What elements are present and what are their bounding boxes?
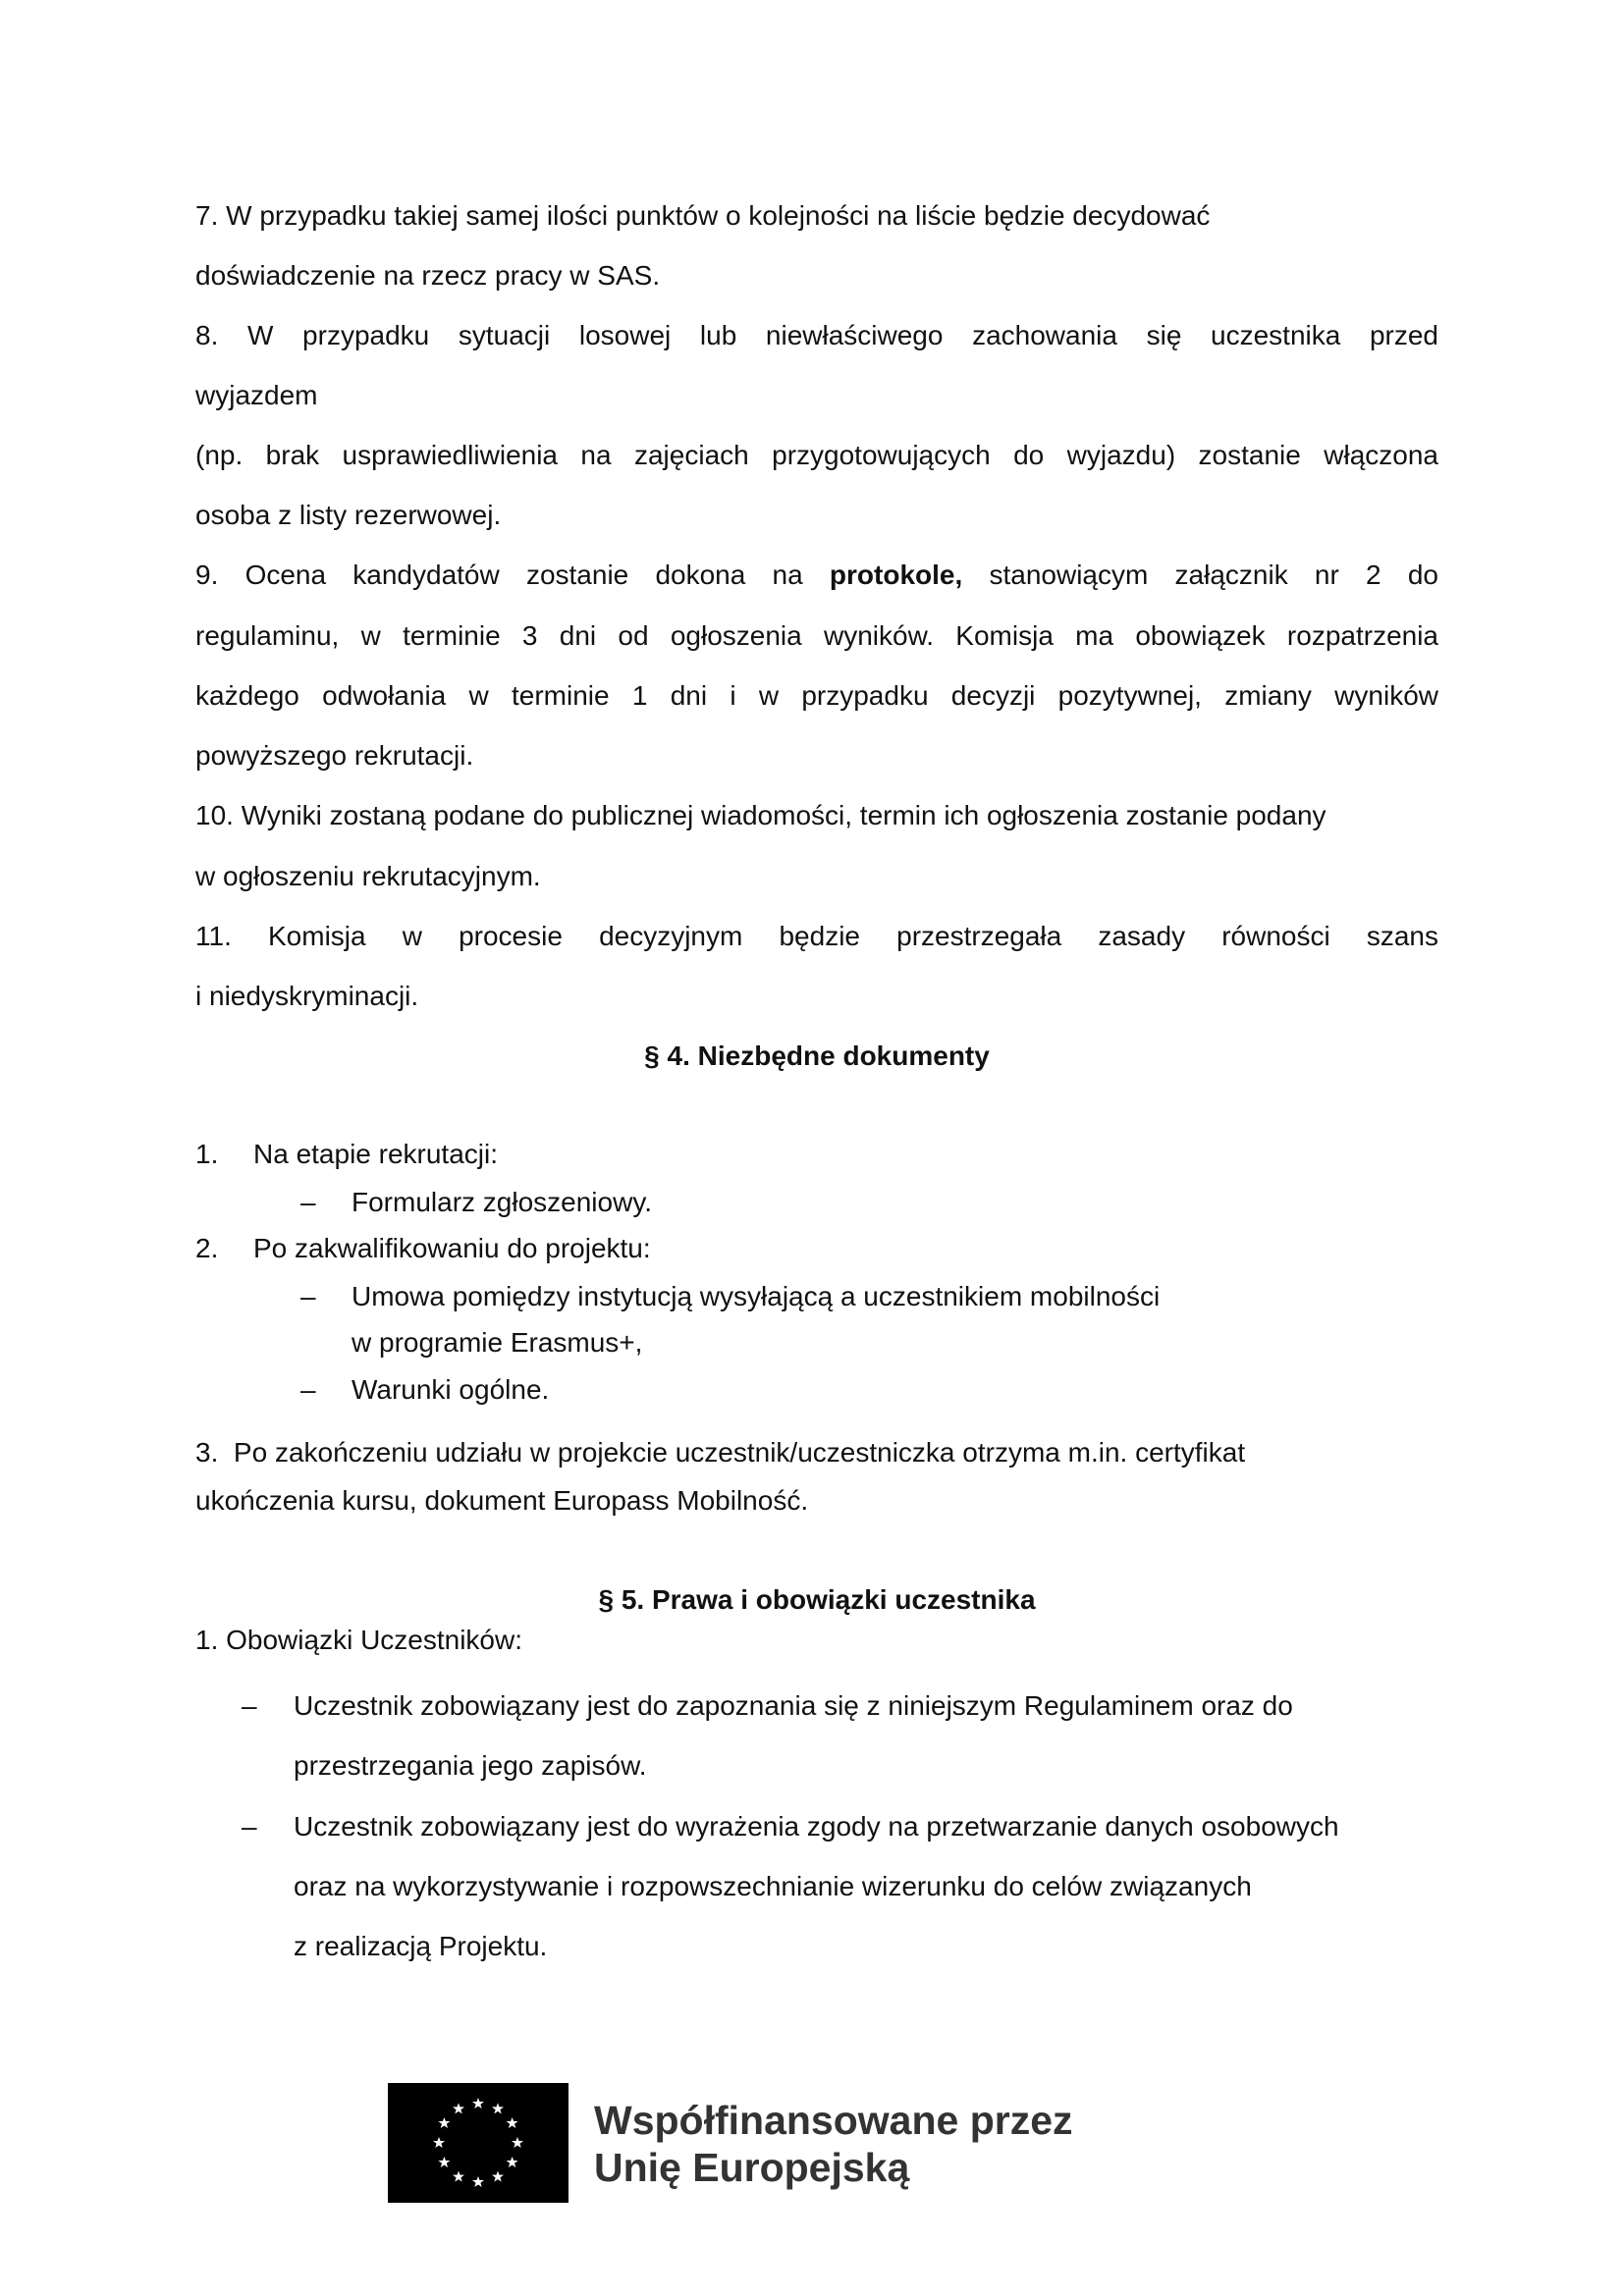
paragraph-8-line-2: wyjazdem — [195, 380, 318, 410]
obligation-2-line-1: Uczestnik zobowiązany jest do wyrażenia zgody na przetwarzanie danych osobowych — [294, 1811, 1339, 1842]
paragraph-7-line-1: 7. W przypadku takiej samej ilości punktów o kolejności na liście będzie decydować — [195, 200, 1211, 231]
eu-funding-line-2: Unię Europejską — [594, 2145, 910, 2190]
paragraph-8-line-4: osoba z listy rezerwowej. — [195, 500, 502, 530]
list-item-2-number: 2. — [195, 1233, 219, 1263]
paragraph-9-line-4: powyższego rekrutacji. — [195, 740, 474, 771]
list-item-3-line-2: ukończenia kursu, dokument Europass Mobilność. — [195, 1485, 809, 1516]
eu-funding-line-1: Współfinansowane przez — [594, 2098, 1073, 2143]
section-4-heading: § 4. Niezbędne dokumenty — [644, 1041, 990, 1071]
paragraph-11-line-1: 11. Komisja w procesie decyzyjnym będzie przestrzegała zasady równości szans — [195, 921, 1438, 951]
section-5-heading: § 5. Prawa i obowiązki uczestnika — [598, 1584, 1036, 1615]
paragraph-10-line-1: 10. Wyniki zostaną podane do publicznej wiadomości, termin ich ogłoszenia zostanie podany — [195, 800, 1326, 830]
list-item-3-line-1: 3. Po zakończeniu udziału w projekcie uczestnik/uczestniczka otrzyma m.in. certyfikat — [195, 1437, 1246, 1468]
dash-bullet: – — [300, 1374, 316, 1405]
obligation-1-line-1: Uczestnik zobowiązany jest do zapoznania się z niniejszym Regulaminem oraz do — [294, 1690, 1293, 1721]
paragraph-9-text-after: stanowiącym załącznik nr 2 do — [962, 560, 1438, 590]
dash-bullet: – — [242, 1690, 257, 1721]
obligation-2-line-2: oraz na wykorzystywanie i rozpowszechnianie wizerunku do celów związanych — [294, 1871, 1252, 1901]
paragraph-7-line-2: doświadczenie na rzecz pracy w SAS. — [195, 260, 661, 291]
paragraph-10-line-2: w ogłoszeniu rekrutacyjnym. — [195, 861, 541, 891]
paragraph-9-line-3: każdego odwołania w terminie 1 dni i w przypadku decyzji pozytywnej, zmiany wyników — [195, 680, 1438, 711]
dash-bullet: – — [300, 1187, 316, 1217]
paragraph-9-line-2: regulaminu, w terminie 3 dni od ogłoszenia wyników. Komisja ma obowiązek rozpatrzenia — [195, 620, 1438, 651]
obligation-2-line-3: z realizacją Projektu. — [294, 1931, 548, 1961]
dash-bullet: – — [300, 1281, 316, 1311]
eu-funding-text — [594, 2097, 1073, 2191]
list-item-1-number: 1. — [195, 1139, 219, 1169]
list-item-2-sub-1-cont: w programie Erasmus+, — [352, 1327, 643, 1358]
protokole-bold: protokole, — [829, 560, 963, 590]
list-item-2-sub-1: Umowa pomiędzy instytucją wysyłającą a uczestnikiem mobilności — [352, 1281, 1161, 1311]
eu-flag-icon — [388, 2083, 568, 2203]
obligations-subheading: 1. Obowiązki Uczestników: — [195, 1625, 523, 1655]
list-item-2-label: Po zakwalifikowaniu do projektu: — [253, 1233, 651, 1263]
obligation-1-line-2: przestrzegania jego zapisów. — [294, 1750, 647, 1781]
list-item-1-label: Na etapie rekrutacji: — [253, 1139, 499, 1169]
paragraph-11-line-2: i niedyskryminacji. — [195, 981, 419, 1011]
paragraph-8-line-3: (np. brak usprawiedliwienia na zajęciach przygotowujących do wyjazdu) zostanie włączona — [195, 440, 1438, 470]
dash-bullet: – — [242, 1811, 257, 1842]
paragraph-9-line-1 — [195, 558, 1438, 593]
list-item-1-sub-1: Formularz zgłoszeniowy. — [352, 1187, 653, 1217]
paragraph-9-text-before: 9. Ocena kandydatów zostanie dokona na — [195, 560, 830, 590]
paragraph-8-line-1: 8. W przypadku sytuacji losowej lub niewłaściwego zachowania się uczestnika przed — [195, 320, 1438, 350]
list-item-2-sub-2: Warunki ogólne. — [352, 1374, 550, 1405]
